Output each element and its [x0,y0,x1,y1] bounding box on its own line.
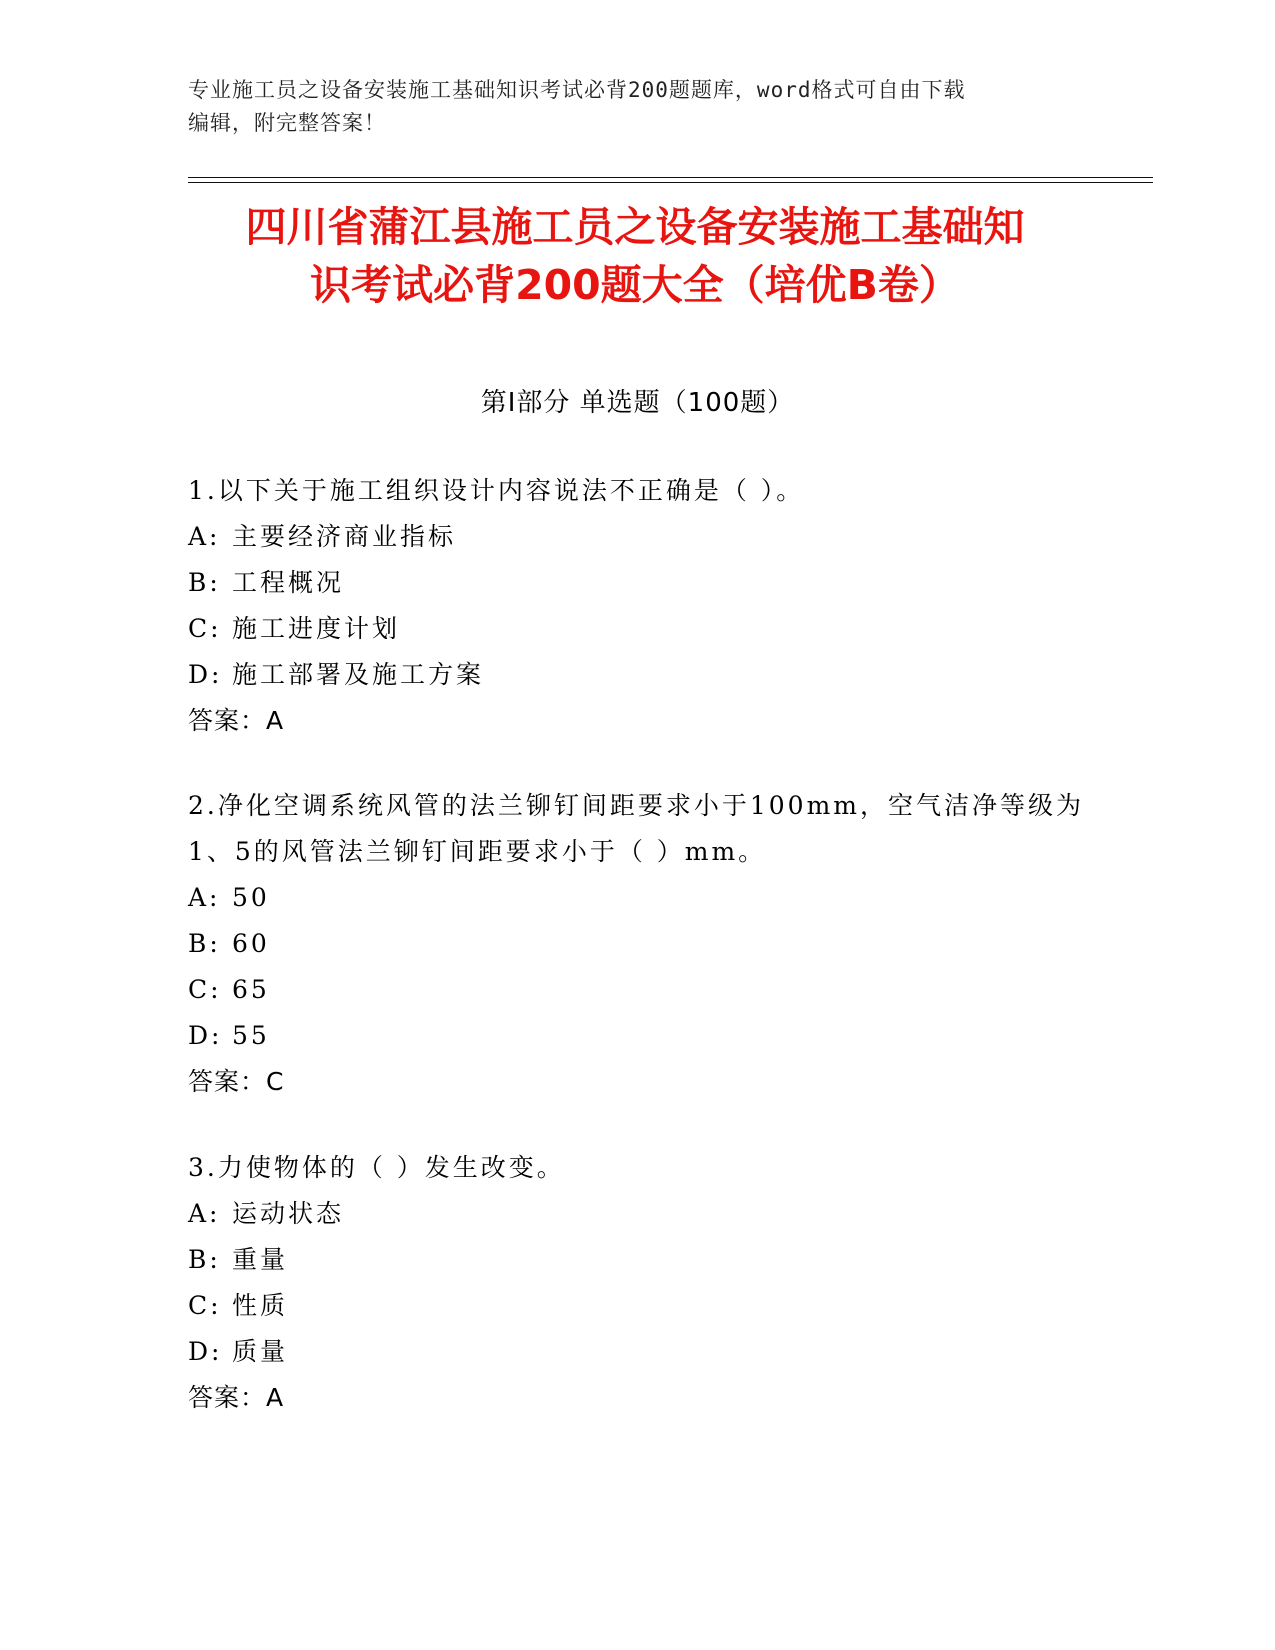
option-letter: D: [188,1021,223,1050]
option-d [188,1329,1088,1375]
option-text: 65 [232,975,270,1004]
document-header-note [188,74,1088,140]
option-c [188,606,1088,652]
option-text: 主要经济商业指标 [232,522,457,551]
document-title-line-2: 识考试必背200题大全（培优B卷） [310,261,960,309]
option-letter: A: [188,1199,221,1228]
option-text: 工程概况 [232,568,345,597]
option-letter: D: [188,1337,223,1366]
option-text: 施工部署及施工方案 [232,660,485,689]
option-text: 60 [232,929,270,958]
option-d [188,1013,1088,1059]
document-title-line-1: 四川省蒲江县施工员之设备安装施工基础知 [245,203,1025,251]
option-letter: B: [188,929,221,958]
option-letter: B: [188,1245,221,1274]
option-text: 质量 [232,1337,289,1366]
option-text: 55 [232,1021,270,1050]
question-3 [188,1145,1088,1421]
option-b [188,560,1088,606]
header-note-line-1: 专业施工员之设备安装施工基础知识考试必背200题题库，word格式可自由下载 [188,78,966,102]
option-text: 性质 [232,1291,289,1320]
option-text: 50 [232,883,270,912]
option-b [188,1237,1088,1283]
option-letter: C: [188,975,222,1004]
option-letter: A: [188,522,221,551]
question-1 [188,468,1088,744]
answer-line: 答案：A [188,1383,285,1412]
option-c [188,967,1088,1013]
option-c [188,1283,1088,1329]
option-letter: B: [188,568,221,597]
document-title [190,198,1080,314]
option-letter: D: [188,660,223,689]
question-stem: 3.力使物体的（ ）发生改变。 [188,1153,565,1182]
option-a [188,514,1088,560]
option-letter: C: [188,614,222,643]
answer-line: 答案：C [188,1067,285,1096]
option-text: 运动状态 [232,1199,345,1228]
question-stem: 2.净化空调系统风管的法兰铆钉间距要求小于100mm，空气洁净等级为1、5的风管法兰铆钉间距要求小于（ ）mm。 [188,791,1084,866]
question-stem: 1.以下关于施工组织设计内容说法不正确是（ ）。 [188,476,805,505]
option-letter: C: [188,1291,222,1320]
answer-line: 答案：A [188,706,285,735]
option-text: 施工进度计划 [232,614,401,643]
option-a [188,1191,1088,1237]
header-rule-bottom [188,182,1153,183]
option-a [188,875,1088,921]
section-heading: 第Ⅰ部分 单选题（100题） [480,388,795,418]
option-text: 重量 [232,1245,289,1274]
question-2 [188,783,1088,1105]
option-d [188,652,1088,698]
option-b [188,921,1088,967]
option-letter: A: [188,883,221,912]
header-note-line-2: 编辑，附完整答案！ [188,111,386,135]
header-rule-top [188,177,1153,178]
